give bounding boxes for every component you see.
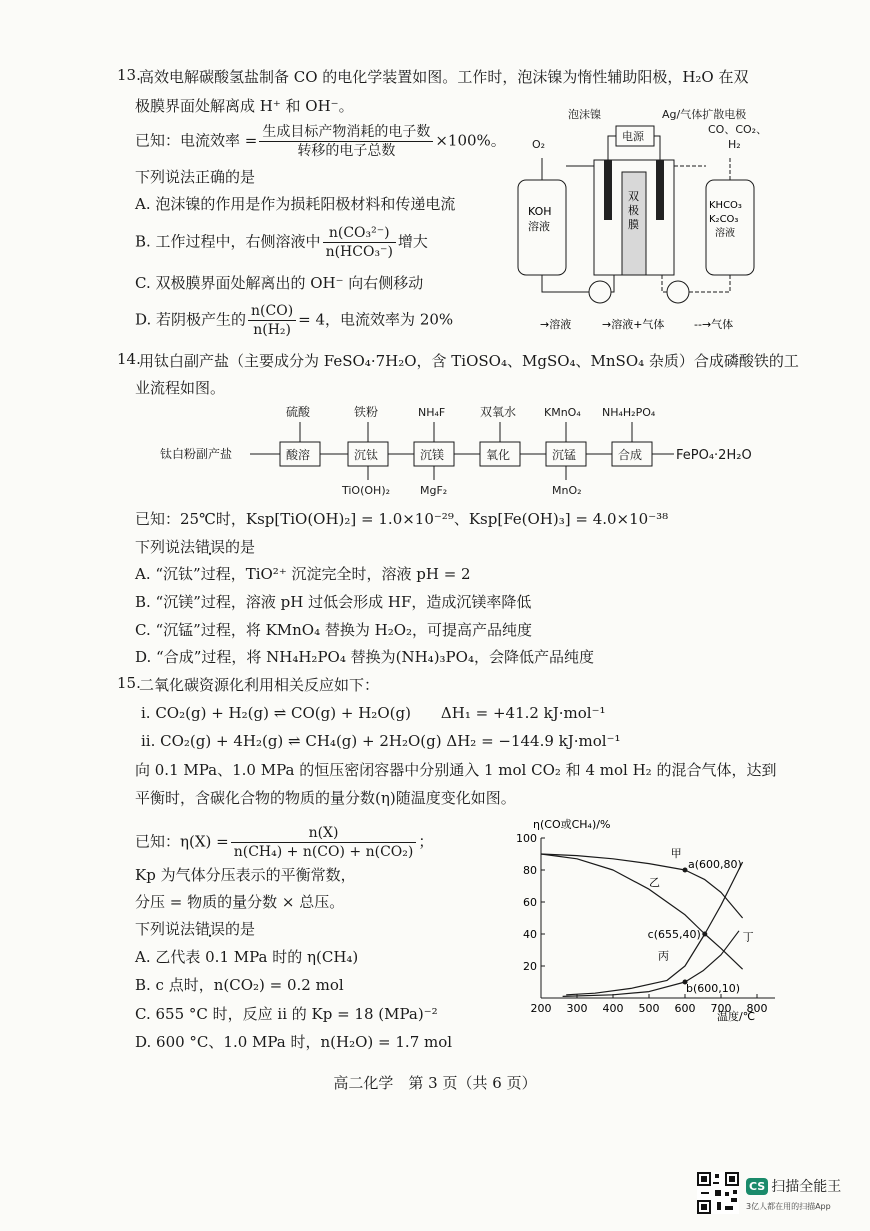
diagram-right-pipes (662, 158, 730, 292)
q14-number: 14. (117, 350, 141, 368)
flow-output: FePO₄·2H₂O (676, 448, 752, 463)
q13-apparatus-diagram (510, 100, 800, 340)
diagram-gases-right-label: CO、CO₂、 (708, 123, 768, 136)
diagram-h2-label: H₂ (728, 138, 741, 151)
diagram-membrane-char2: 极 (628, 204, 639, 217)
diagram-koh-solution-label: 溶液 (528, 220, 550, 233)
flow-reagent-2: 铁粉 (354, 405, 379, 419)
chart-x-tick-label: 200 (530, 1002, 552, 1015)
q13-option-b-suffix: 增大 (397, 232, 428, 251)
chart-points (648, 858, 742, 995)
q15-kp-definition: Kp 为气体分压表示的平衡常数， (135, 866, 356, 884)
chart-series-label: 丙 (658, 949, 669, 963)
q14-option-b: B. “沉镁”过程，溶液 pH 过低会形成 HF，造成沉镁率降低 (135, 593, 532, 611)
q13-efficiency-fraction (259, 123, 433, 160)
qr-code-icon (697, 1172, 739, 1214)
diagram-left-pump (589, 281, 611, 303)
chart-x-tick-label: 800 (746, 1002, 768, 1015)
q15-known-denominator: n(CH₄) + n(CO) + n(CO₂) (233, 844, 414, 860)
flow-reagent-6: NH₄H₂PO₄ (602, 406, 656, 419)
diagram-membrane-char1: 双 (628, 190, 639, 203)
q14-option-c: C. “沉锰”过程，将 KMnO₄ 替换为 H₂O₂，可提高产品纯度 (135, 621, 533, 639)
flow-step-1: 酸溶 (286, 448, 311, 462)
flow-byproduct-2: MgF₂ (420, 484, 448, 497)
q15-condition-line2: 平衡时，含碳化合物的物质的量分数(η)随温度变化如图。 (135, 789, 516, 807)
chart-point (702, 932, 707, 937)
q15-number: 15. (117, 674, 141, 692)
diagram-foam-ni-electrode (604, 160, 612, 220)
q13-option-b-num: n(CO₃²⁻) (323, 224, 396, 243)
chart-y-tick-label: 80 (523, 864, 537, 877)
q13-option-d-num: n(CO) (248, 302, 296, 321)
chart-y-tick-label: 60 (523, 896, 537, 909)
q14-stem-line1: 用钛白副产盐（主要成分为 FeSO₄·7H₂O，含 TiOSO₄、MgSO₄、MnSO₄ 杂质）合成磷酸铁的工 (139, 352, 799, 370)
q15-known-suffix: ； (418, 832, 434, 851)
q13-option-b (135, 224, 428, 261)
diagram-legend-solution: →溶液 (540, 318, 572, 331)
q13-stem-line2: 极膜界面处解离成 H⁺ 和 OH⁻。 (135, 97, 354, 115)
diagram-legend-solution-gas: →溶液+气体 (602, 318, 665, 331)
q13-known-suffix: ×100%。 (435, 131, 506, 150)
q15-eta-temperature-chart (505, 810, 795, 1030)
q13-known-prefix: 已知：电流效率 = (135, 131, 258, 150)
chart-x-tick-label: 600 (674, 1002, 696, 1015)
flow-step-6: 合成 (618, 448, 643, 462)
q15-eta-fraction (231, 824, 417, 861)
q13-option-b-den: n(HCO₃⁻) (325, 244, 393, 260)
q15-partial-pressure: 分压 = 物质的量分数 × 总压。 (135, 893, 345, 911)
q15-question-emphasis: 错误 (195, 920, 226, 938)
brand-subtitle: 3亿人都在用的扫描App (746, 1202, 831, 1211)
q13-option-b-prefix: B. 工作过程中，右侧溶液中 (135, 232, 321, 251)
diagram-khco3-label: KHCO₃ (709, 200, 742, 211)
q14-question: 下列说法错误的是 (135, 538, 256, 556)
diagram-o2-label: O₂ (532, 138, 546, 151)
chart-series-label: 甲 (670, 847, 682, 861)
q13-option-d-den: n(H₂) (253, 322, 291, 338)
chart-x-tick-label: 700 (710, 1002, 732, 1015)
diagram-power-label: 电源 (622, 130, 644, 143)
q13-option-d (135, 302, 453, 339)
q15-option-b: B. c 点时，n(CO₂) = 0.2 mol (135, 976, 344, 994)
diagram-koh-label: KOH (528, 205, 552, 218)
chart-point-label: c(655,40) (647, 928, 701, 941)
q13-question: 下列说法正确的是 (135, 168, 256, 186)
flow-reagent-3: NH₄F (418, 406, 446, 419)
flow-byproduct-1: TiO(OH)₂ (342, 484, 391, 497)
q14-option-a: A. “沉钛”过程，TiO²⁺ 沉淀完全时，溶液 pH = 2 (135, 565, 471, 583)
chart-series-label: 丁 (742, 930, 754, 944)
diagram-foam-ni-label: 泡沫镍 (568, 108, 601, 121)
diagram-right-pump (667, 281, 689, 303)
q15-known-numerator: n(X) (231, 824, 417, 843)
q13-option-d-fraction (248, 302, 296, 339)
q15-condition-line1: 向 0.1 MPa、1.0 MPa 的恒压密闭容器中分别通入 1 mol CO₂ 和 4 mol H₂ 的混合气体，达到 (135, 761, 777, 779)
chart-y-tick-label: 20 (523, 960, 537, 973)
q15-question: 下列说法错误的是 (135, 920, 256, 938)
chart-x-tick-label: 300 (566, 1002, 588, 1015)
brand-name: 扫描全能王 (771, 1179, 842, 1195)
chart-point-label: b(600,10) (686, 982, 741, 995)
flow-step-5: 沉锰 (552, 448, 577, 462)
chart-series-line (541, 854, 743, 969)
q14-question-emphasis: 错误 (195, 538, 226, 556)
q15-reaction-2: ii. CO₂(g) + 4H₂(g) ⇌ CH₄(g) + 2H₂O(g) ΔH₂ = −144.9 kJ·mol⁻¹ (141, 732, 621, 750)
chart-y-tick-label: 100 (516, 832, 537, 845)
q13-number: 13. (117, 66, 141, 84)
q15-reaction-1: i. CO₂(g) + H₂(g) ⇌ CO(g) + H₂O(g) ΔH₁ = +41.2 kJ·mol⁻¹ (141, 704, 606, 722)
chart-x-tick-label: 500 (638, 1002, 660, 1015)
chart-point (683, 868, 688, 873)
chart-x-tick-label: 400 (602, 1002, 624, 1015)
flow-reagent-4: 双氧水 (480, 405, 517, 419)
brand-badge: CS (746, 1178, 768, 1195)
q13-option-d-suffix: = 4，电流效率为 20% (298, 310, 454, 329)
q13-known-numerator: 生成目标产物消耗的电子数 (259, 123, 433, 142)
diagram-ag-electrode-label: Ag/气体扩散电极 (662, 108, 747, 121)
chart-xlabel: 温度/℃ (717, 1010, 756, 1023)
q14-stem-line2: 业流程如图。 (135, 379, 226, 397)
diagram-right-solution-label: 溶液 (715, 228, 735, 239)
chart-series-label: 乙 (649, 876, 660, 889)
flow-input-label: 钛白粉副产盐 (160, 447, 233, 461)
q15-option-c: C. 655 °C 时，反应 ii 的 Kp = 18 (MPa)⁻² (135, 1005, 438, 1023)
chart-point-label: a(600,80) (688, 858, 742, 871)
q13-option-b-fraction (323, 224, 396, 261)
q13-known (135, 123, 506, 160)
q15-stem: 二氧化碳资源化利用相关反应如下： (139, 676, 380, 694)
q13-option-c: C. 双极膜界面处解离出的 OH⁻ 向右侧移动 (135, 274, 424, 292)
page-footer: 高二化学 第 3 页（共 6 页） (333, 1074, 537, 1092)
diagram-legend-gas: --→气体 (694, 318, 734, 331)
flow-step-4: 氧化 (486, 448, 511, 462)
q13-option-d-prefix: D. 若阴极产生的 (135, 310, 247, 329)
diagram-ag-electrode (656, 160, 664, 220)
diagram-k2co3-label: K₂CO₃ (709, 214, 739, 225)
diagram-membrane-char3: 膜 (628, 218, 639, 231)
chart-ylabel: η(CO或CH₄)/% (533, 818, 611, 831)
diagram-left-pipes (542, 158, 614, 292)
q15-known-prefix: 已知：η(X) = (135, 832, 229, 851)
flow-byproduct-3: MnO₂ (552, 484, 582, 497)
q13-stem-line1: 高效电解碳酸氢盐制备 CO 的电化学装置如图。工作时，泡沫镍为惰性辅助阳极，H₂O 在双 (139, 68, 749, 86)
q15-option-a: A. 乙代表 0.1 MPa 时的 η(CH₄) (135, 948, 359, 966)
q13-option-a: A. 泡沫镍的作用是作为损耗阳极材料和传递电流 (135, 195, 456, 213)
q14-known: 已知：25℃时，Ksp[TiO(OH)₂] = 1.0×10⁻²⁹、Ksp[Fe(OH)₃] = 4.0×10⁻³⁸ (135, 510, 669, 528)
flow-step-3: 沉镁 (420, 448, 445, 462)
flow-reagent-5: KMnO₄ (544, 406, 581, 419)
flow-reagent-1: 硫酸 (286, 405, 311, 419)
q14-option-d: D. “合成”过程，将 NH₄H₂PO₄ 替换为(NH₄)₃PO₄，会降低产品纯度 (135, 648, 594, 666)
flow-step-2: 沉钛 (354, 448, 379, 462)
q13-known-denominator: 转移的电子总数 (297, 143, 396, 159)
q15-option-d: D. 600 °C、1.0 MPa 时，n(H₂O) = 1.7 mol (135, 1033, 453, 1051)
q15-known (135, 824, 433, 861)
chart-y-tick-label: 40 (523, 928, 537, 941)
q14-process-flowchart (160, 400, 780, 505)
scanner-brand (746, 1176, 841, 1196)
